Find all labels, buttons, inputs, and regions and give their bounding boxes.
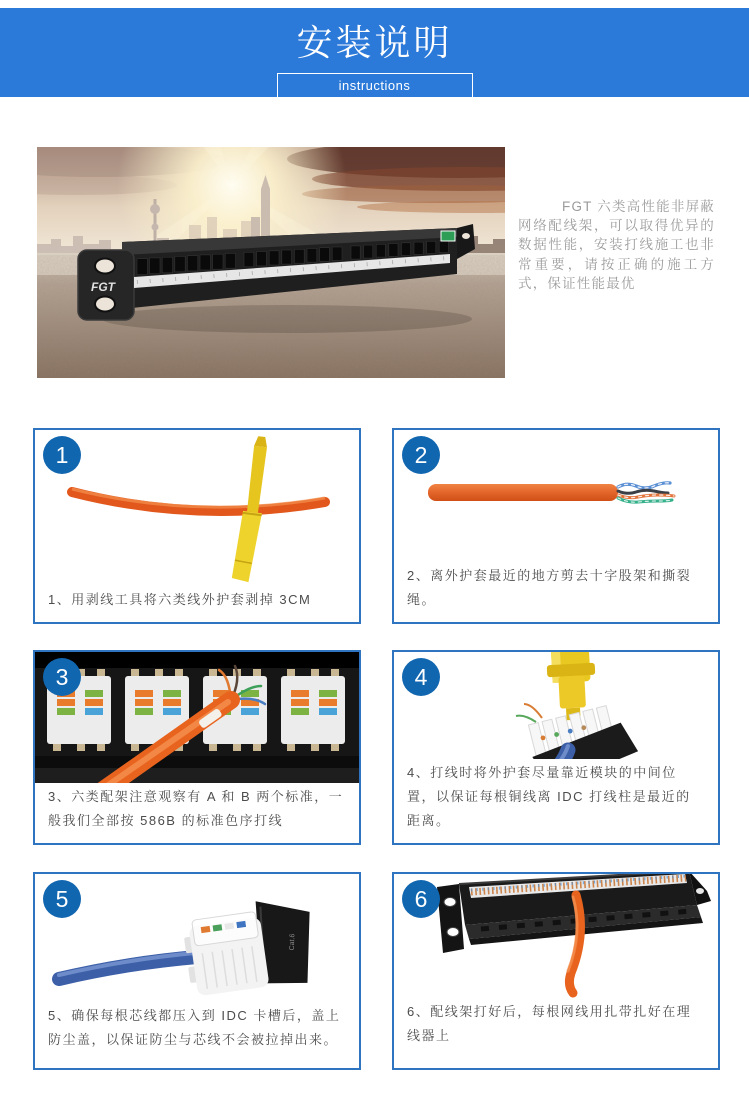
step-card-2 <box>392 428 720 624</box>
step-card-5 <box>33 872 361 1070</box>
punch-tool-keystone-illustration <box>406 652 706 759</box>
step-card-4 <box>392 650 720 845</box>
product-description: FGT 六类高性能非屏蔽网络配线架，可以取得优异的数据性能，安装打线施工也非常重要，请按正确的施工方式，保证性能最优 <box>518 199 715 291</box>
header-banner <box>0 8 749 97</box>
step-caption: 2、离外护套最近的地方剪去十字股架和撕裂绳。 <box>407 567 692 607</box>
panel-shadow <box>102 305 472 333</box>
step-5-image <box>35 874 359 1002</box>
step-2-image <box>394 430 718 562</box>
patch-panel-rear <box>437 874 711 953</box>
step-1-image <box>35 430 359 586</box>
stripping-tool-orange-cable-illustration <box>47 432 347 584</box>
keystone-module <box>525 701 642 759</box>
product-photo <box>37 147 505 378</box>
step-3-image <box>35 652 359 783</box>
step-number-badge: 3 <box>43 658 81 696</box>
step-caption: 1、用剥线工具将六类线外护套剥掉 3CM <box>48 591 312 607</box>
step-caption: 6、配线架打好后，每根网线用扎带扎好在理线器上 <box>407 1003 692 1043</box>
step-caption: 4、打线时将外护套尽量靠近模块的中间位置，以保证每根铜线离 IDC 打线柱是最近的距离。 <box>407 764 691 828</box>
keystone-jack <box>180 894 319 999</box>
patch-panel-city-sunset-illustration <box>37 147 505 378</box>
page-title: 安装说明 <box>296 22 453 63</box>
step-card-3 <box>33 650 361 845</box>
step-card-6 <box>392 872 720 1070</box>
step-4-image <box>394 652 718 759</box>
keystone-jack-illustration <box>47 874 347 1002</box>
stray-wires <box>516 704 542 722</box>
step-caption: 5、确保每根芯线都压入到 IDC 卡槽后，盖上防尘盖，以保证防尘与芯线不会被拉掉出来。 <box>48 1007 341 1047</box>
page-subtitle: instructions <box>277 73 473 99</box>
step-number-badge: 2 <box>402 436 440 474</box>
step-caption: 3、六类配架注意观察有 A 和 B 两个标准，一般我们全部按 586B 的标准色序打线 <box>48 788 344 828</box>
orange-cable-jacket <box>428 484 618 501</box>
step-6-image <box>394 874 718 998</box>
twisted-pairs <box>618 483 674 502</box>
step-number-badge: 1 <box>43 436 81 474</box>
step-number-badge: 4 <box>402 658 440 696</box>
panel-rear-idc-illustration <box>35 652 359 783</box>
cat6-marking: Cat.6 <box>288 933 297 951</box>
green-label <box>441 231 455 241</box>
brand-logo: FGT <box>91 280 115 294</box>
cable-exposed-pairs-illustration <box>406 430 706 562</box>
step-number-badge: 5 <box>43 880 81 918</box>
panel-rear-perspective-illustration <box>401 874 711 998</box>
step-number-badge: 6 <box>402 880 440 918</box>
step-card-1 <box>33 428 361 624</box>
